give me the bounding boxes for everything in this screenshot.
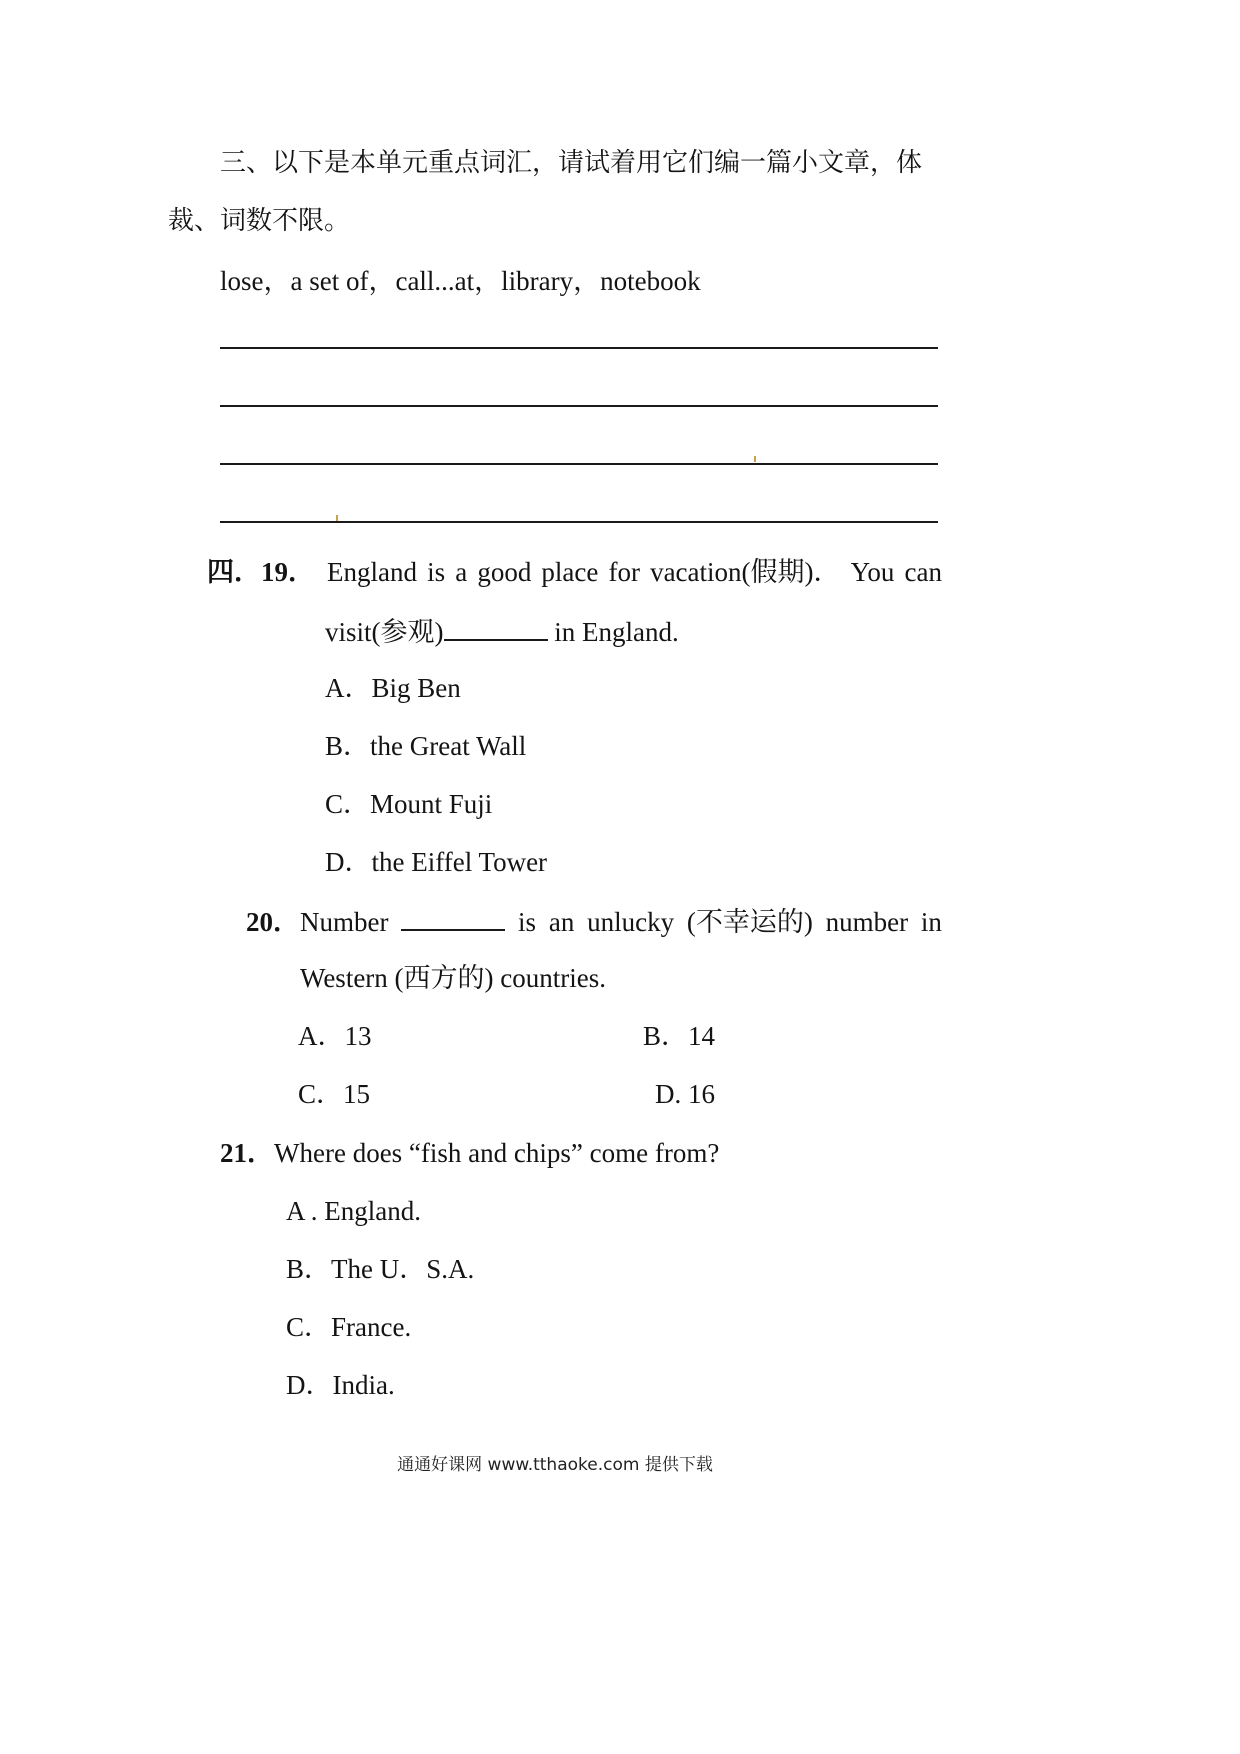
question-21-number: 21．	[220, 1138, 274, 1168]
option-19-c[interactable]: C．Mount Fuji	[325, 789, 493, 819]
question-19-line1	[207, 559, 942, 586]
section3-prompt-line1: 三、以下是本单元重点词汇，请试着用它们编一篇小文章，体	[220, 148, 923, 178]
scan-speck	[336, 515, 338, 521]
question-21-line	[220, 1140, 719, 1167]
writing-line-2[interactable]	[220, 405, 938, 407]
option-21-b[interactable]: B．The U．S.A.	[286, 1254, 475, 1284]
writing-line-3[interactable]	[220, 463, 938, 465]
answer-blank-19[interactable]	[444, 617, 548, 641]
option-19-a[interactable]: A．Big Ben	[325, 673, 461, 703]
option-21-d[interactable]: D．India.	[286, 1370, 395, 1400]
option-19-b[interactable]: B．the Great Wall	[325, 731, 527, 761]
option-20-c[interactable]: C．15	[298, 1079, 371, 1109]
question-19-line2: visit(参观) in England.	[325, 617, 679, 647]
section4-heading: 四．	[207, 557, 261, 588]
option-19-d[interactable]: D．the Eiffel Tower	[325, 847, 548, 877]
writing-line-4[interactable]	[220, 521, 938, 523]
question-20-number: 20．	[246, 907, 300, 937]
option-20-b[interactable]: B．14	[643, 1021, 716, 1051]
option-20-a[interactable]: A．13	[298, 1021, 372, 1051]
vocab-list: lose，a set of，call...at，library，notebook	[220, 266, 701, 296]
question-20-line1: 20．Number is an unlucky (不幸运的) number in	[246, 907, 942, 937]
section3-prompt-line2: 裁、词数不限。	[168, 206, 351, 236]
option-20-d[interactable]: D. 16	[655, 1079, 715, 1109]
scan-speck	[754, 456, 756, 462]
question-19-text: England is a good place for vacation(假期)． You can	[327, 557, 942, 587]
question-20-line2: Western (西方的) countries.	[300, 963, 606, 993]
question-19-number: 19．	[261, 557, 315, 587]
option-21-a[interactable]: A . England.	[286, 1196, 421, 1226]
question-21-text: Where does “fish and chips” come from?	[274, 1138, 720, 1168]
answer-blank-20[interactable]	[401, 907, 505, 931]
writing-line-1[interactable]	[220, 347, 938, 349]
page-footer: 通通好课网 www.tthaoke.com 提供下载	[397, 1455, 713, 1475]
option-21-c[interactable]: C．France.	[286, 1312, 412, 1342]
